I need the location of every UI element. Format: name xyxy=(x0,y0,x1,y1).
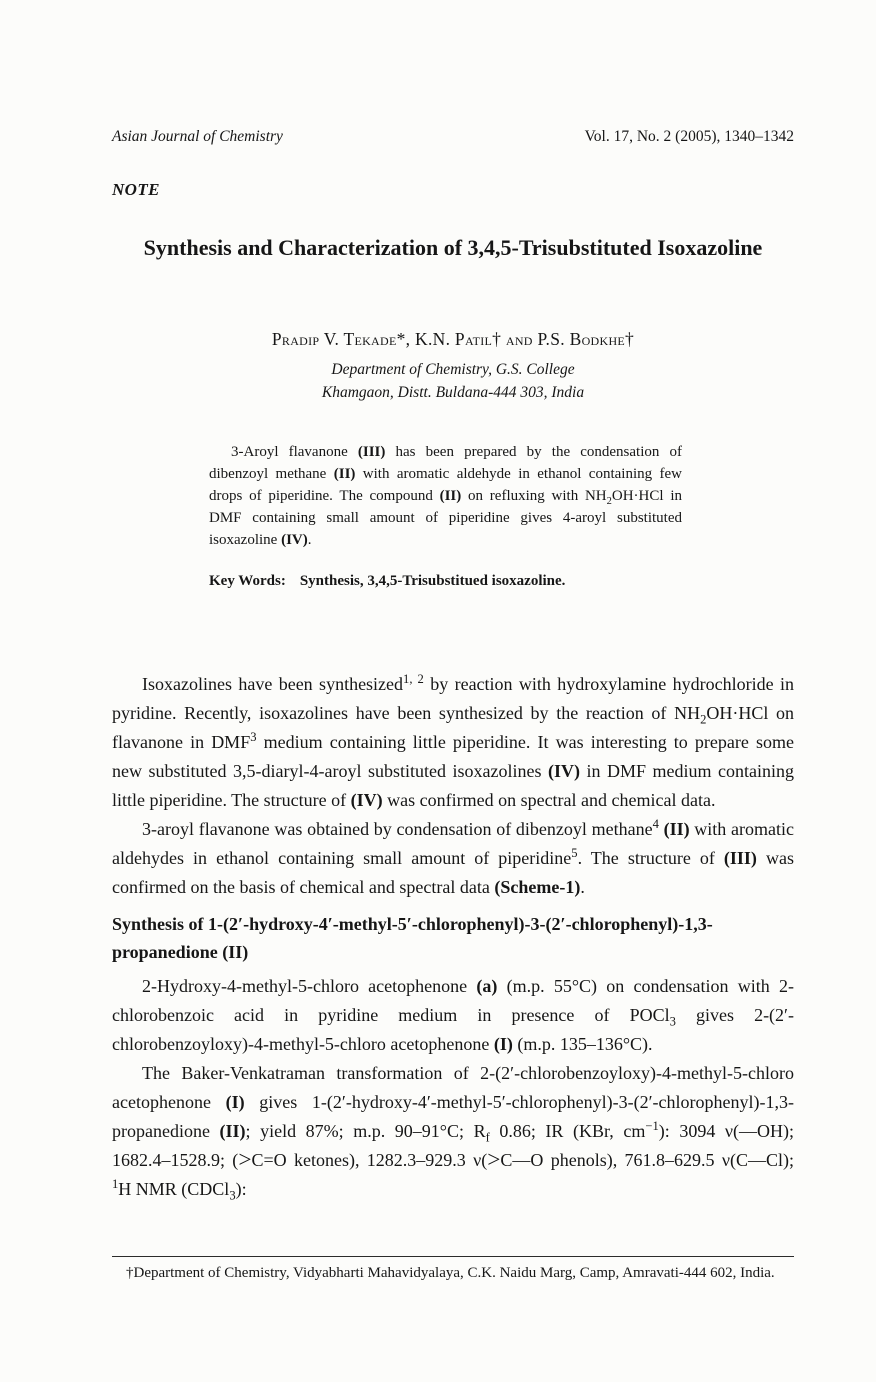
body-paragraph-4: The Baker-Venkatraman transformation of 2-(2′-chlorobenzoyloxy)-4-methyl-5-chloro acetophenone (I) gives 1-(2′-hydroxy-4′-methyl-5′-chlorophenyl)-3-(2′-chlorophenyl)-1,3-propanedione (II); yield 87%; m.p. 90–91°C; $R_f$ 0.86; IR (KBr, $cm^{-1}$): 3094 ν(—OH); 1682.4–1528.9; (>C=O ketones), 1282.3–929.3 ν(>C—O phenols), 761.8–629.5 ν(C—Cl); $^1$H NMR (CDCl$_3$): xyxy=(112,1063,795,1203)
body-paragraph-1: Isoxazolines have been synthesized$^{1, 2}$ by reaction with hydroxylamine hydrochloride in pyridine. Recently, isoxazolines have been synthesized by the reaction of $NH_2OH\cdot HCl$ on flavanone in DMF$^3$ medium containing little piperidine. It was interesting to prepare some new substituted 3,5-diaryl-4-aroyl substituted isoxazolines (IV) in DMF medium containing little piperidine. The structure of (IV) was confirmed on spectral and chemical data. xyxy=(112,672,794,810)
keywords-line xyxy=(209,573,682,590)
paper-title: Synthesis and Characterization of 3,4,5-Trisubstituted Isoxazoline xyxy=(143,235,763,260)
content-column xyxy=(112,0,794,1382)
issue-info: Vol. 17, No. 2 (2005), 1340–1342 xyxy=(584,128,794,145)
section-heading: Synthesis of 1-(2′-hydroxy-4′-methyl-5′-chlorophenyl)-3-(2′-chlorophenyl)-1,3-propanedione (II) xyxy=(112,914,713,962)
affiliation-line-2: Khamgaon, Distt. Buldana-444 303, India xyxy=(321,384,585,401)
footnote-divider xyxy=(112,1256,794,1257)
journal-header xyxy=(112,128,794,146)
authors-line: Pradip V. Tekade*, K.N. Patil† and P.S. Bodkhe† xyxy=(271,329,635,349)
body-paragraph-3: 2-Hydroxy-4-methyl-5-chloro acetophenone (a) (m.p. 55°C) on condensation with 2-chlorobenzoic acid in pyridine medium in presence of POCl$_3$ gives 2-(2′-chlorobenzoyloxy)-4-methyl-5-chloro acetophenone (I) (m.p. 135–136°C). xyxy=(112,976,794,1054)
body-paragraph-2: 3-aroyl flavanone was obtained by condensation of dibenzoyl methane$^4$ (II) with aromatic aldehydes in ethanol containing small amount of piperidine$^5$. The structure of (III) was confirmed on the basis of chemical and spectral data (Scheme-1). xyxy=(112,817,794,897)
journal-name: Asian Journal of Chemistry xyxy=(112,128,283,145)
footnote-text: †Department of Chemistry, Vidyabharti Mahavidyalaya, C.K. Naidu Marg, Camp, Amravati-444 602, India. xyxy=(126,1265,775,1281)
keywords-text: Synthesis, 3,4,5-Trisubstitued isoxazoline. xyxy=(299,573,566,589)
affiliation-line-1: Department of Chemistry, G.S. College xyxy=(331,361,575,378)
footnote-block xyxy=(112,1256,794,1284)
note-label: NOTE xyxy=(112,180,160,199)
keywords-label: Key Words: xyxy=(209,573,286,589)
affiliation xyxy=(112,358,794,404)
abstract-text: 3-Aroyl flavanone (III) has been prepared by the condensation of dibenzoyl methane (II) with aromatic aldehyde in ethanol containing few drops of piperidine. The compound (II) on refluxing with $NH_2OH\cdot HCl$ in DMF containing small amount of piperidine gives 4-aroyl substituted isoxazoline (IV). xyxy=(209,444,682,548)
article-body xyxy=(112,670,794,1204)
